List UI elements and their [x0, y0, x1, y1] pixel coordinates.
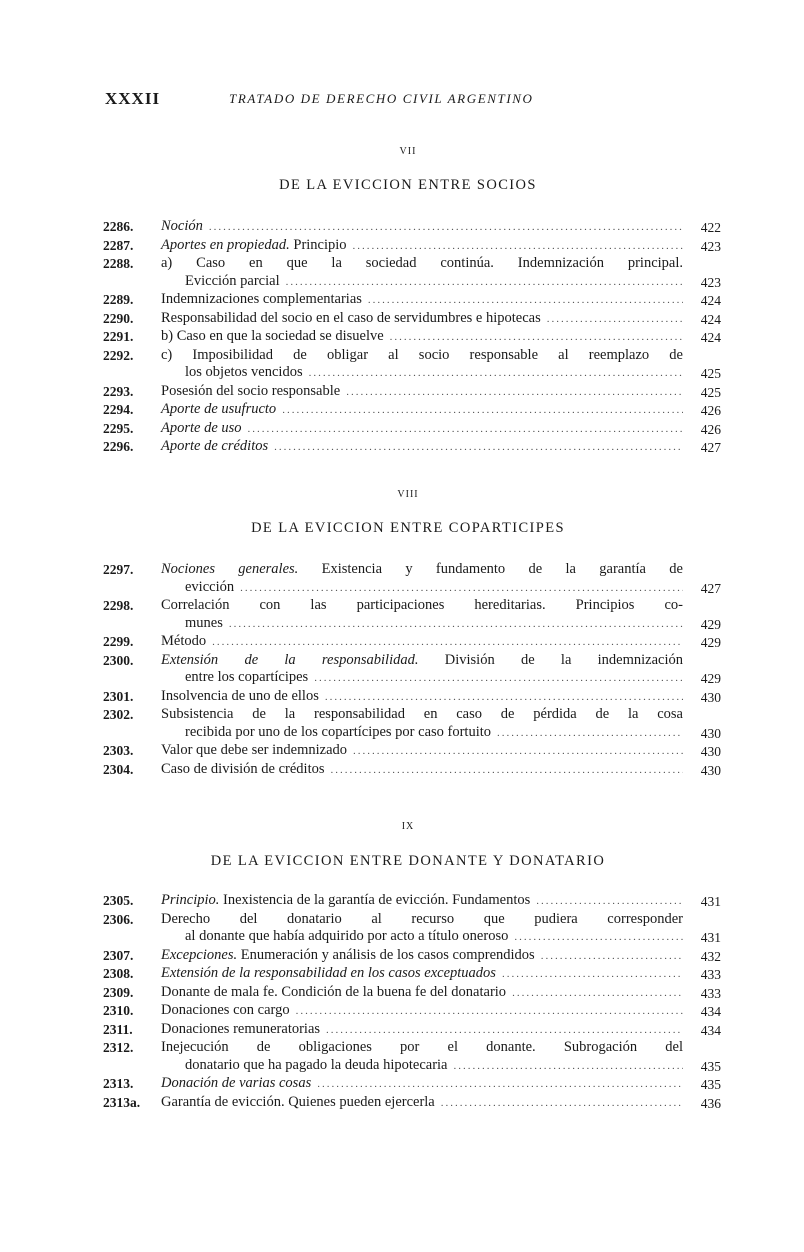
entry-text [161, 1039, 683, 1075]
page-number: 429 [700, 635, 721, 650]
section-numeral: VII [399, 146, 417, 157]
dot-leader [514, 929, 683, 947]
entry-number: 2295. [103, 420, 134, 436]
entry-line-text: Donaciones con cargo [161, 1002, 290, 1018]
entry-line-text: Indemnizaciones complementarias [161, 291, 362, 307]
entry-line [161, 255, 683, 273]
page-number: 435 [700, 1077, 721, 1092]
dot-leader [536, 893, 683, 911]
entry-text [161, 401, 683, 420]
page-number: 424 [700, 330, 721, 345]
entry-line-text: los objetos vencidos [185, 364, 303, 380]
entry-line [161, 561, 683, 579]
entry-line [161, 579, 683, 598]
page-number: 423 [700, 274, 721, 290]
page-number: 424 [700, 293, 721, 308]
entry-line-text: Evicción parcial [185, 272, 280, 289]
page-number: 425 [700, 384, 721, 400]
dot-leader [229, 616, 683, 634]
toc-entry[interactable] [103, 561, 721, 597]
entry-heading-italic: Extensión de la responsabilidad. [161, 651, 419, 668]
page-number: 432 [700, 948, 721, 964]
entry-line-text: evicción [185, 578, 235, 595]
entry-heading-italic: Principio. [161, 892, 220, 908]
toc-entry[interactable] [103, 1075, 721, 1094]
entry-heading-italic: Nociones generales. [161, 561, 299, 577]
toc-entry[interactable] [103, 652, 721, 688]
entry-number: 2289. [103, 292, 134, 307]
entry-number: 2311. [103, 1021, 133, 1037]
entry-line [161, 597, 683, 615]
dot-leader [541, 948, 683, 966]
entry-line-text: a) Caso en que la sociedad continúa. Indemnización principal. [161, 255, 683, 271]
entry-text [161, 291, 683, 310]
page-number: 434 [700, 1004, 721, 1019]
entry-line-part: Principio [289, 236, 347, 253]
entry-line-part: División de la indemnización [418, 651, 683, 668]
entry-line-text: Subsistencia de la responsabilidad en caso de pérdida de la cosa [161, 706, 683, 722]
toc-entry-list [103, 218, 721, 457]
entry-line-text: Correlación con las participaciones hereditarias. Principios co- [161, 597, 683, 613]
entry-text [161, 633, 683, 652]
dot-leader [502, 966, 683, 984]
entry-line-text: Garantía de evicción. Quienes pueden ejercerla [161, 1093, 435, 1110]
toc-entry[interactable] [103, 761, 721, 780]
page-number: 427 [700, 440, 721, 455]
entry-line [161, 947, 683, 966]
entry-line-text: Donación de varias cosas [161, 1075, 312, 1091]
entry-line [161, 1057, 683, 1076]
entry-number: 2298. [103, 598, 134, 613]
entry-line-part: Inexistencia de la garantía de evicción. Fundamentos [219, 892, 531, 908]
entry-text [161, 420, 683, 439]
dot-leader [390, 329, 683, 347]
dot-leader [497, 725, 683, 743]
entry-line-text: Valor que debe ser indemnizado [161, 742, 348, 758]
dot-leader [248, 421, 683, 439]
entry-line [161, 652, 683, 670]
dot-leader [274, 439, 683, 457]
page-number: 430 [700, 725, 721, 741]
entry-line-text: Extensión de la responsabilidad en los casos exceptuados [161, 965, 496, 981]
toc-entry[interactable] [103, 438, 721, 457]
entry-number: 2302. [103, 707, 134, 722]
entry-line-text: b) Caso en que la sociedad se disuelve [161, 328, 384, 344]
entry-line-text: Inejecución de obligaciones por el donante. Subrogación del [161, 1039, 683, 1055]
entry-line [161, 420, 683, 439]
entry-heading-italic: Excepciones. [161, 946, 238, 963]
entry-line-text: c) Imposibilidad de obligar al socio responsable al reemplazo de [161, 346, 683, 363]
entry-text [161, 706, 683, 742]
dot-leader [317, 1076, 683, 1094]
entry-number: 2304. [103, 761, 134, 777]
toc-entry[interactable] [103, 1002, 721, 1021]
entry-number: 2310. [103, 1003, 134, 1018]
toc-entry[interactable] [103, 633, 721, 652]
entry-line [161, 1039, 683, 1057]
page-number: 426 [700, 403, 721, 418]
entry-line [161, 291, 683, 310]
entry-line-text: entre los copartícipes [185, 669, 309, 685]
entry-number: 2292. [103, 347, 134, 363]
entry-line-text: Método [161, 633, 207, 649]
dot-leader [368, 292, 683, 310]
page-folio: XXXII [105, 89, 161, 108]
dot-leader [346, 384, 683, 402]
entry-line [161, 669, 683, 688]
page-number: 434 [700, 1022, 721, 1038]
entry-line-part: Enumeración y análisis de los casos comprendidos [237, 946, 535, 963]
page-number: 435 [700, 1058, 721, 1074]
entry-number: 2296. [103, 439, 134, 454]
page-number: 430 [700, 689, 721, 705]
entry-number: 2287. [103, 237, 134, 253]
toc-entry[interactable] [103, 310, 721, 329]
entry-line [161, 742, 683, 761]
entry-line-text: munes [185, 614, 223, 631]
entry-line [161, 364, 683, 383]
dot-leader [331, 762, 683, 780]
dot-leader [240, 580, 683, 598]
entry-text [161, 310, 683, 329]
entry-number: 2293. [103, 383, 134, 399]
dot-leader [282, 402, 683, 420]
toc-entry[interactable] [103, 742, 721, 761]
entry-text [161, 911, 683, 947]
entry-line [161, 928, 683, 947]
entry-number: 2313. [103, 1076, 134, 1091]
page-number: 422 [700, 220, 721, 235]
page-number: 426 [700, 421, 721, 437]
entry-line [161, 1021, 683, 1040]
entry-text [161, 218, 683, 237]
toc-entry-list [103, 892, 721, 1112]
entry-line [161, 892, 683, 911]
running-header [105, 89, 691, 111]
entry-line-text [161, 561, 683, 577]
entry-line [161, 724, 683, 743]
dot-leader [212, 634, 683, 652]
entry-line-text [161, 652, 683, 668]
entry-line [161, 1094, 683, 1113]
entry-number: 2312. [103, 1040, 134, 1055]
toc-entry[interactable] [103, 965, 721, 984]
entry-line [161, 761, 683, 780]
entry-line-part: Existencia y fundamento de la garantía de [298, 561, 683, 577]
dot-leader [209, 219, 683, 237]
entry-line-text: Noción [161, 218, 203, 234]
toc-entry[interactable] [103, 688, 721, 707]
entry-number: 2313a. [103, 1094, 141, 1110]
entry-text [161, 1075, 683, 1094]
page-number: 429 [700, 671, 721, 686]
entry-text [161, 438, 683, 457]
entry-number: 2303. [103, 743, 134, 758]
dot-leader [296, 1003, 683, 1021]
entry-number: 2300. [103, 652, 134, 668]
entry-text [161, 761, 683, 780]
entry-number: 2286. [103, 219, 134, 234]
page-number: 423 [700, 238, 721, 254]
entry-number: 2290. [103, 310, 134, 326]
entry-text [161, 597, 683, 633]
entry-number: 2299. [103, 634, 134, 649]
section-numeral: VIII [397, 489, 419, 500]
entry-text [161, 688, 683, 707]
entry-text [161, 947, 683, 966]
dot-leader [454, 1058, 684, 1076]
entry-line [161, 911, 683, 929]
toc-entry[interactable] [103, 420, 721, 439]
entry-line [161, 1075, 683, 1094]
toc-entry[interactable] [103, 892, 721, 911]
entry-line-text: recibida por uno de los copartícipes por caso fortuito [185, 723, 492, 740]
section-numeral: IX [401, 821, 415, 832]
dot-leader [441, 1095, 683, 1113]
entry-line [161, 328, 683, 347]
entry-text [161, 1002, 683, 1021]
entry-number: 2308. [103, 966, 134, 981]
page-number: 431 [700, 894, 721, 909]
entry-line-text [161, 892, 530, 910]
entry-number: 2306. [103, 911, 134, 927]
entry-line [161, 965, 683, 984]
entry-line [161, 310, 683, 329]
toc-entry[interactable] [103, 291, 721, 310]
entry-text [161, 965, 683, 984]
toc-entry[interactable] [103, 1094, 721, 1113]
dot-leader [353, 743, 683, 761]
page-number: 431 [700, 930, 721, 945]
entry-line-text: Aporte de créditos [161, 438, 269, 454]
entry-line-text: Derecho del donatario al recurso que pudiera corresponder [161, 910, 683, 927]
entry-line-text [161, 947, 535, 965]
entry-number: 2294. [103, 402, 134, 417]
entry-line [161, 401, 683, 420]
page-number: 424 [700, 311, 721, 327]
page-number: 427 [700, 580, 721, 596]
dot-leader [286, 274, 683, 292]
entry-number: 2288. [103, 256, 134, 271]
entry-number: 2297. [103, 562, 134, 577]
entry-number: 2291. [103, 329, 134, 344]
entry-text [161, 561, 683, 597]
toc-entry[interactable] [103, 401, 721, 420]
page-number: 433 [700, 967, 721, 982]
entry-text [161, 742, 683, 761]
entry-heading-italic: Aportes en propiedad. [161, 236, 290, 253]
page-number: 433 [700, 985, 721, 1001]
entry-line-text: Responsabilidad del socio en el caso de servidumbres e hipotecas [161, 309, 541, 326]
toc-entry[interactable] [103, 255, 721, 291]
dot-leader [547, 311, 683, 329]
entry-line-text: Aporte de uso [161, 419, 242, 436]
dot-leader [326, 1022, 683, 1040]
entry-line [161, 1002, 683, 1021]
section-title: DE LA EVICCION ENTRE DONANTE Y DONATARIO [210, 853, 606, 869]
dot-leader [325, 689, 683, 707]
entry-line [161, 237, 683, 256]
entry-line-text: Aporte de usufructo [161, 401, 277, 417]
entry-line [161, 706, 683, 724]
entry-line-text: Caso de división de créditos [161, 760, 325, 777]
entry-line [161, 438, 683, 457]
toc-entry[interactable] [103, 947, 721, 966]
entry-line [161, 633, 683, 652]
toc-entry[interactable] [103, 237, 721, 256]
toc-entry[interactable] [103, 597, 721, 633]
entry-line-text: Donaciones remuneratorias [161, 1020, 321, 1037]
entry-number: 2305. [103, 893, 134, 908]
entry-line [161, 347, 683, 365]
dot-leader [353, 238, 683, 256]
toc-entry[interactable] [103, 706, 721, 742]
entry-text [161, 255, 683, 291]
entry-line-text: Donante de mala fe. Condición de la buena fe del donatario [161, 983, 507, 1000]
section-title: DE LA EVICCION ENTRE SOCIOS [279, 177, 537, 193]
entry-text [161, 383, 683, 402]
toc-entry-list [103, 561, 721, 779]
dot-leader [314, 670, 683, 688]
toc-entry[interactable] [103, 218, 721, 237]
toc-entry[interactable] [103, 1039, 721, 1075]
entry-text [161, 237, 683, 256]
entry-line [161, 273, 683, 292]
entry-number: 2301. [103, 688, 134, 704]
page-number: 425 [700, 366, 721, 381]
entry-line-text: al donante que había adquirido por acto a título oneroso [185, 928, 509, 944]
entry-line [161, 688, 683, 707]
entry-line [161, 984, 683, 1003]
entry-text [161, 1094, 683, 1113]
page-number: 430 [700, 762, 721, 778]
entry-text [161, 328, 683, 347]
entry-line [161, 615, 683, 634]
entry-text [161, 984, 683, 1003]
toc-entry[interactable] [103, 984, 721, 1003]
running-title: TRATADO DE DERECHO CIVIL ARGENTINO [229, 91, 534, 106]
entry-text [161, 892, 683, 911]
page-number: 430 [700, 744, 721, 759]
toc-entry[interactable] [103, 328, 721, 347]
dot-leader [512, 985, 683, 1003]
toc-entry[interactable] [103, 383, 721, 402]
toc-entry[interactable] [103, 1021, 721, 1040]
entry-line [161, 383, 683, 402]
entry-text [161, 1021, 683, 1040]
entry-line-text: Insolvencia de uno de ellos [161, 687, 319, 704]
section-title: DE LA EVICCION ENTRE COPARTICIPES [251, 520, 565, 536]
page-number: 436 [700, 1095, 721, 1111]
entry-line-text: donatario que ha pagado la deuda hipotecaria [185, 1056, 448, 1073]
entry-text [161, 347, 683, 383]
dot-leader [309, 365, 683, 383]
toc-entry[interactable] [103, 911, 721, 947]
entry-number: 2309. [103, 984, 134, 1000]
page-number: 429 [700, 616, 721, 632]
entry-number: 2307. [103, 947, 134, 963]
entry-text [161, 652, 683, 688]
entry-line-text [161, 237, 347, 255]
entry-line-text: Posesión del socio responsable [161, 382, 341, 399]
toc-entry[interactable] [103, 347, 721, 383]
entry-line [161, 218, 683, 237]
